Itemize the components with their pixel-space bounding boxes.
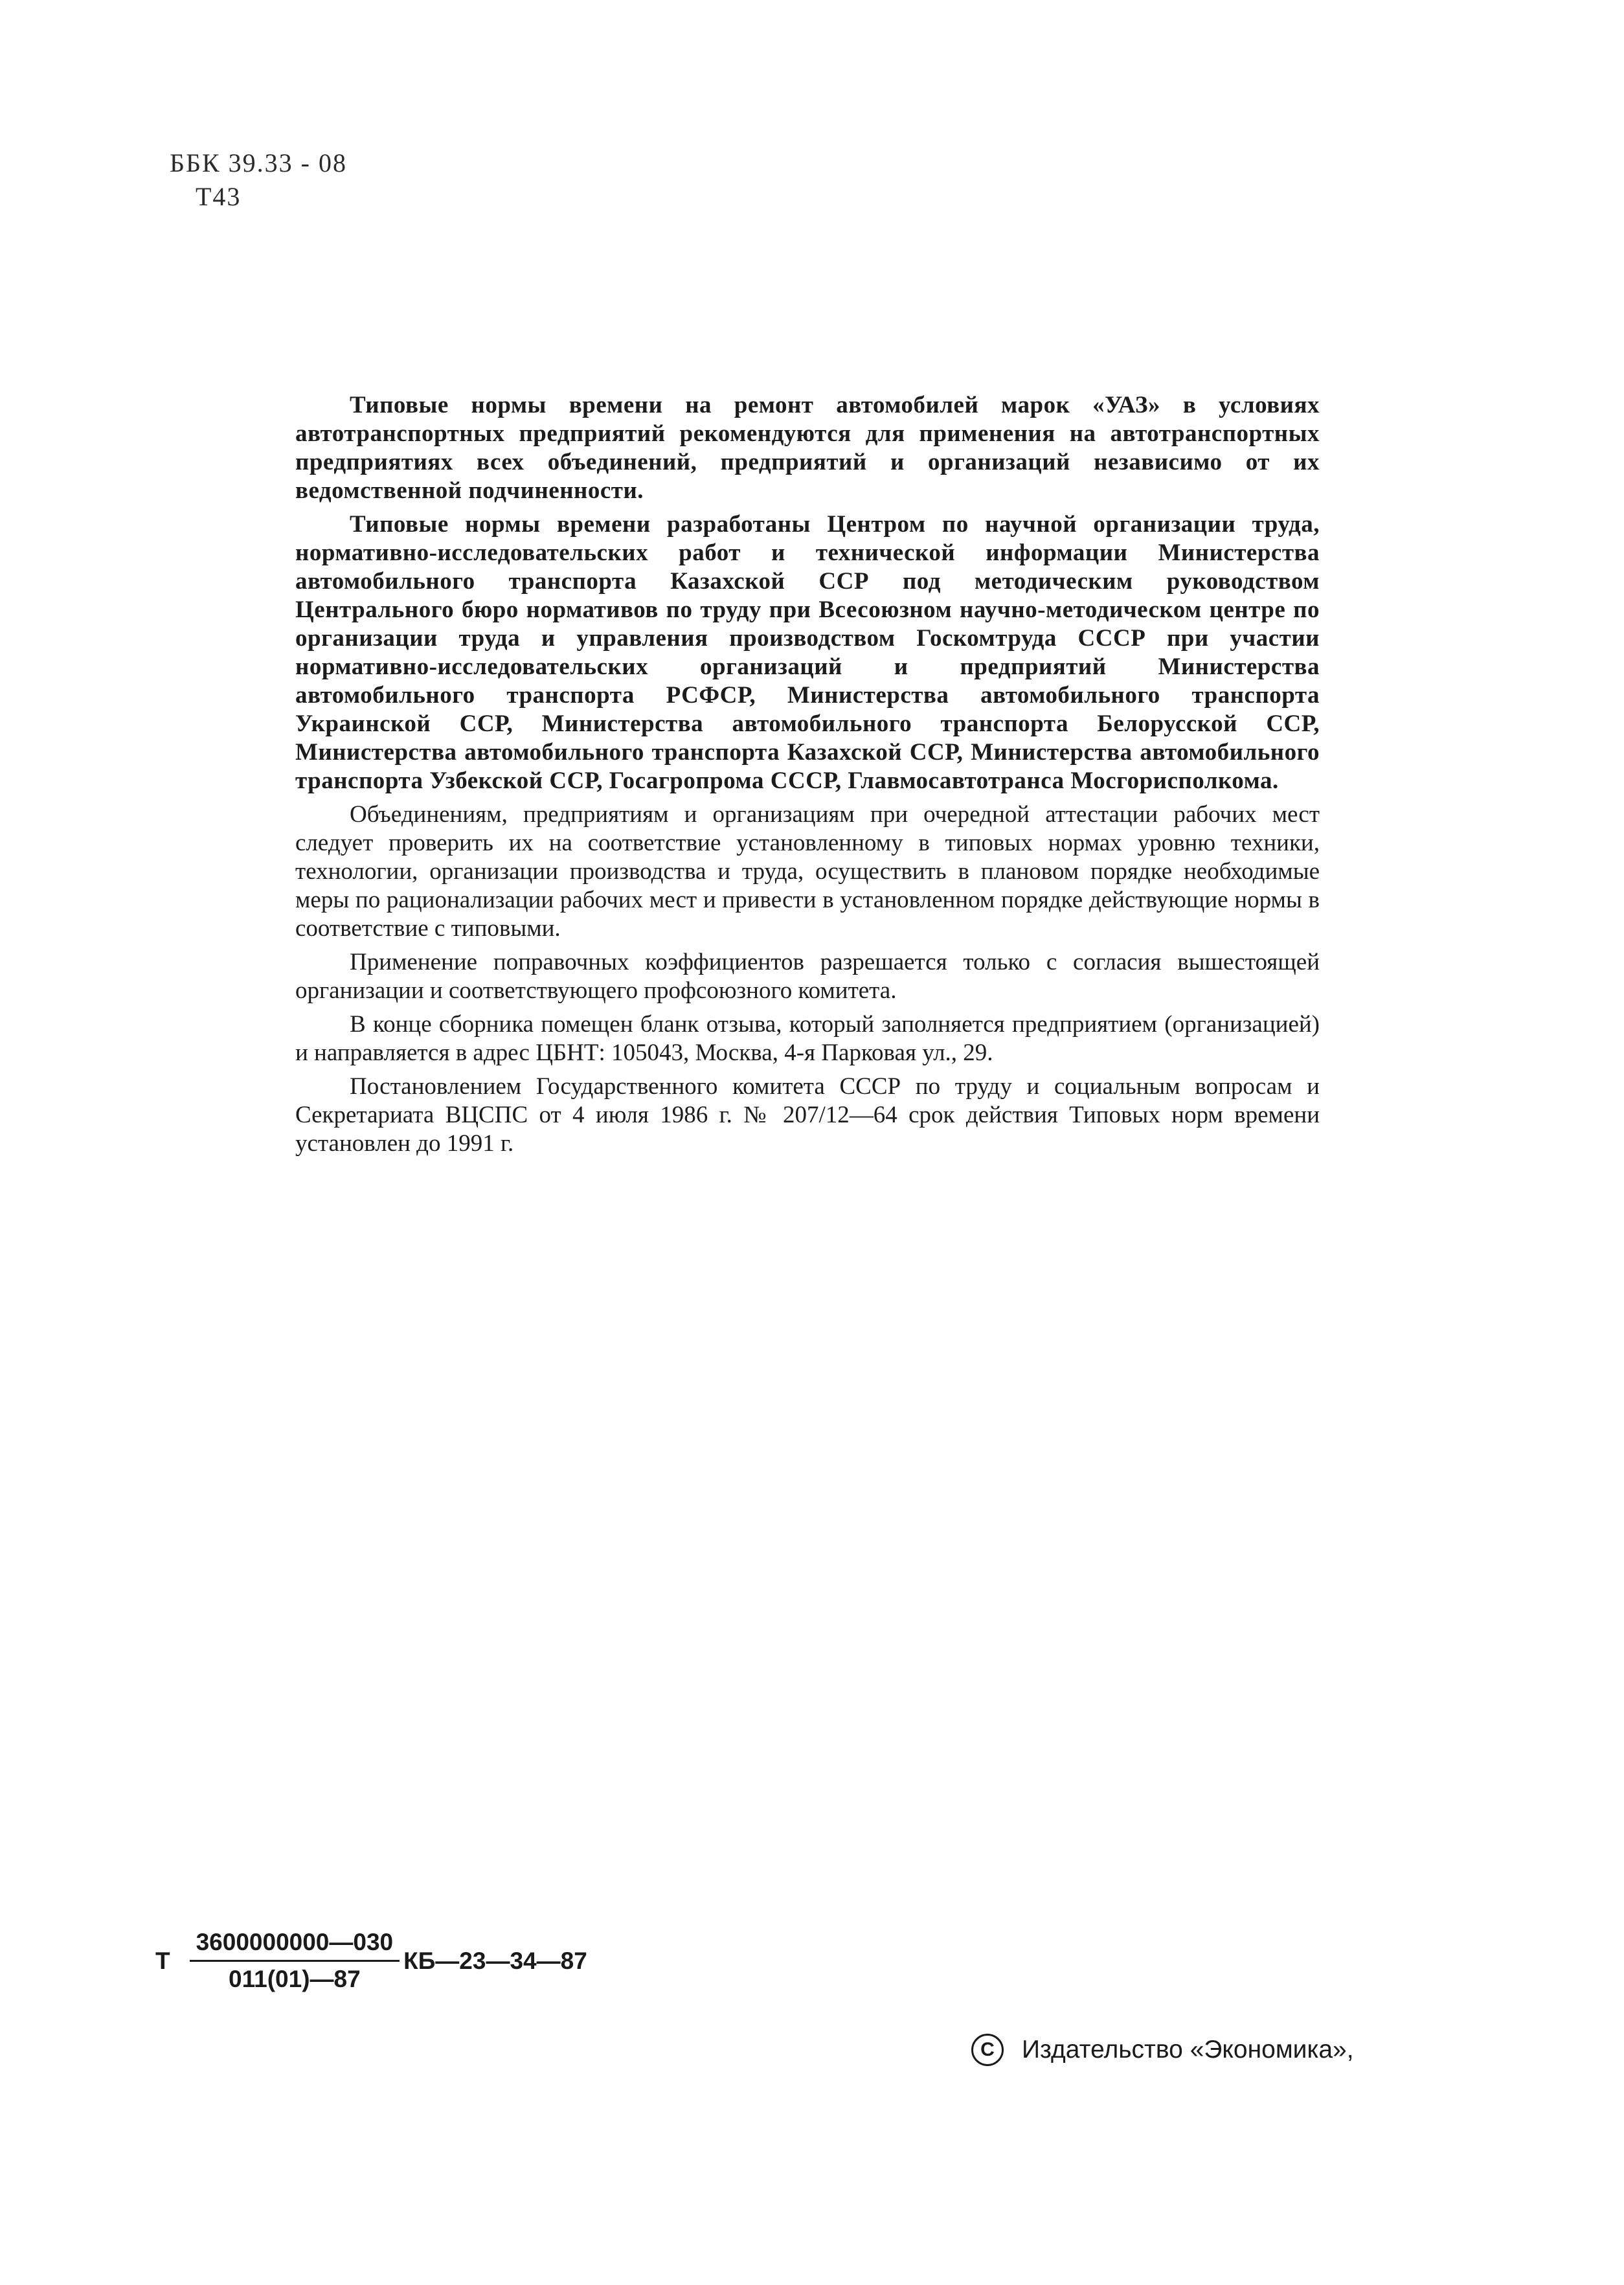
paragraph-developers: Типовые нормы времени разработаны Центром по научной организации труда, нормативно-исследовательских работ и технической информации Министерства автомобильного транспорта Казахской ССР под методическим руководством Центрального бюро нормативов по труду при Всесоюзном научно-методическом центре по организации труда и управления производством Госкомтруда СССР при участии нормативно-исследовательских организаций и предприятий Министерства автомобильного транспорта РСФСР, Министерства автомобильного транспорта Украинской ССР, Министерства автомобильного транспорта Белорусской ССР, Министерства автомобильного транспорта Казахской ССР, Министерства автомобильного транспорта Узбекской ССР, Госагропрома СССР, Главмосавтотранса Мосгорисполкома. <box>295 511 1320 794</box>
main-text <box>295 391 1320 1163</box>
publication-code <box>155 1929 587 1993</box>
paragraph-feedback: В конце сборника помещен бланк отзыва, который заполняется предприятием (организацией) и направляется в адрес ЦБНТ: 105043, Москва, 4-я Парковая ул., 29. <box>295 1011 1320 1066</box>
publication-code-numerator: 3600000000—030 <box>190 1929 400 1962</box>
paragraph-attestation: Объединениям, предприятиям и организациям при очередной аттестации рабочих мест следует проверить их на соответствие установленному в типовых нормах уровню техники, технологии, организации производства и труда, осуществить в плановом порядке необходимые меры по рационализации рабочих мест и привести в установленном порядке действующие нормы в соответствие с типовыми. <box>295 801 1320 942</box>
publication-code-suffix: КБ—23—34—87 <box>403 1947 587 1974</box>
copyright-icon: С <box>971 2034 1004 2066</box>
publisher-line <box>971 2034 1354 2066</box>
paragraph-coefficients: Применение поправочных коэффициентов разрешается только с согласия вышестоящей организации и соответствующего профсоюзного комитета. <box>295 949 1320 1004</box>
publication-code-fraction <box>190 1929 400 1993</box>
paragraph-validity: Постановлением Государственного комитета СССР по труду и социальным вопросам и Секретариата ВЦСПС от 4 июля 1986 г. № 207/12—64 срок действия Типовых норм времени установлен до 1991 г. <box>295 1073 1320 1157</box>
publication-code-letter: Т <box>155 1947 170 1974</box>
publication-code-denominator: 011(01)—87 <box>229 1966 361 1992</box>
publisher-name: Издательство «Экономика», <box>1022 2036 1354 2063</box>
bbk-index: ББК 39.33 - 08 <box>170 148 347 177</box>
author-mark: Т43 <box>196 182 242 211</box>
classification-code <box>170 146 347 214</box>
paragraph-recommendation: Типовые нормы времени на ремонт автомобилей марок «УАЗ» в условиях автотранспортных предприятий рекомендуются для применения на автотранспортных предприятиях всех объединений, предприятий и организаций независимо от их ведомственной подчиненности. <box>295 392 1320 504</box>
